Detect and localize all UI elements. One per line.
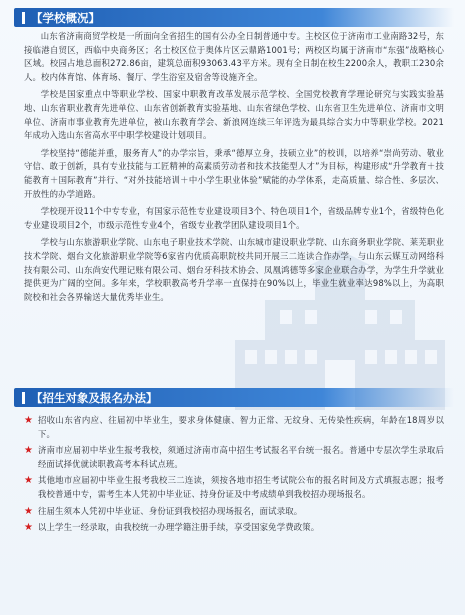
header-accent-bar <box>22 392 25 404</box>
star-icon: ★ <box>24 445 34 457</box>
overview-paragraph: 学校现开设11个中专专业，有国家示范性专业建设项目3个、特色项目1个，省级品牌专业1个，省级特色化专业建设项目2个，市级示范性专业4个，省级专业教学团队建设项目1个。 <box>24 206 444 230</box>
list-item-text: 招收山东省内应、往届初中毕业生，要求身体健康、智力正常、无纹身、无传染性疾病，年龄在18周岁以下。 <box>38 415 444 439</box>
section-header-school-overview <box>14 8 454 27</box>
list-item-text: 济南市应届初中毕业生报考我校，须通过济南市高中招生考试报名平台统一报名。普通中专层次学生录取后经面试择优就读职教高考本科试点班。 <box>38 445 444 469</box>
list-item <box>24 505 444 519</box>
star-icon: ★ <box>24 522 34 534</box>
list-item-text: 以上学生一经录取，由我校统一办理学籍注册手续，享受国家免学费政策。 <box>38 522 320 533</box>
header-accent-bar <box>22 12 25 24</box>
school-overview-body <box>24 30 444 308</box>
list-item-text: 其他地市应届初中毕业生报考我校三二连读，须按各地市招生考试院公布的报名时间及方式填报志愿；报考我校普通中专，需考生本人凭初中毕业证、持身份证及中考成绩单到我校招办现场报名。 <box>38 475 444 499</box>
list-item <box>24 474 444 501</box>
list-item <box>24 444 444 471</box>
list-item <box>24 521 444 535</box>
section-title: 【学校概况】 <box>31 10 100 25</box>
section-title: 【招生对象及报名办法】 <box>31 390 158 405</box>
star-icon: ★ <box>24 475 34 487</box>
section-header-enrollment <box>14 388 454 407</box>
overview-paragraph: 学校是国家重点中等职业学校、国家中职教育改革发展示范学校、全国党校教育学理论研究与实践实验基地、山东省职业教育先进单位、山东省创新教育实验基地、山东省绿色学校、山东省卫生先进单位、济南市文明单位、济南市事业教育先进单位，被山东教育学会、新浪网连续三年评选为最具综合实力中等职业学校。2021年成功入选山东省高水平中职学校建设计划项目。 <box>24 89 444 141</box>
overview-paragraph: 山东省济南商贸学校是一所面向全省招生的国有公办全日制普通中专。主校区位于济南市工业南路32号，东接临港自贸区，西临中央商务区；名士校区位于奥体片区云鼎路1001号；两校区均属于济南市“东强”战略核心区域。校园占地总面积272.86亩，建筑总面积93063.43平方米。现有全日制在校生2200余人，教职工230余人。校内体育馆、体育场、餐厅、学生浴室及宿舍等设施齐全。 <box>24 31 444 82</box>
enrollment-list <box>24 414 444 538</box>
star-icon: ★ <box>24 505 34 517</box>
overview-paragraph: 学校与山东旅游职业学院、山东电子职业技术学院、山东城市建设职业学院、山东商务职业学院、莱芜职业技术学院、烟台文化旅游职业学院等6家省内优质高职院校共同开展三二连读合作办学，与山东云媒互动网络科技有限公司、山东尚安代理记账有限公司、烟台牙科技术协会、凤凰鸿德等多家企业联合办学，为学生升学就业提供更为广阔的空间。多年来，学校职教高考升学率一直保持在90%以上，毕业生就业率达98%以上，为高职院校和社会各界输送大量优秀毕业生。 <box>24 237 444 302</box>
overview-paragraph: 学校坚持“德能并重，服务育人”的办学宗旨，秉承“德厚立身，技硕立业”的校训，以培养“崇尚劳动、敬业守信、敢于创新，具有专业技能与工匠精神的高素质劳动者和技术技能型人才”为目标，构建形成“升学教育＋技能教育＋国际教育”并行、“对外技能培训＋中小学生职业体验”赋能的办学体系，走高质量、综合性、多层次、开放性的办学道路。 <box>24 147 444 199</box>
list-item <box>24 414 444 441</box>
list-item-text: 往届生须本人凭初中毕业证、身份证到我校招办现场报名，面试录取。 <box>38 505 303 516</box>
star-icon: ★ <box>24 415 34 426</box>
